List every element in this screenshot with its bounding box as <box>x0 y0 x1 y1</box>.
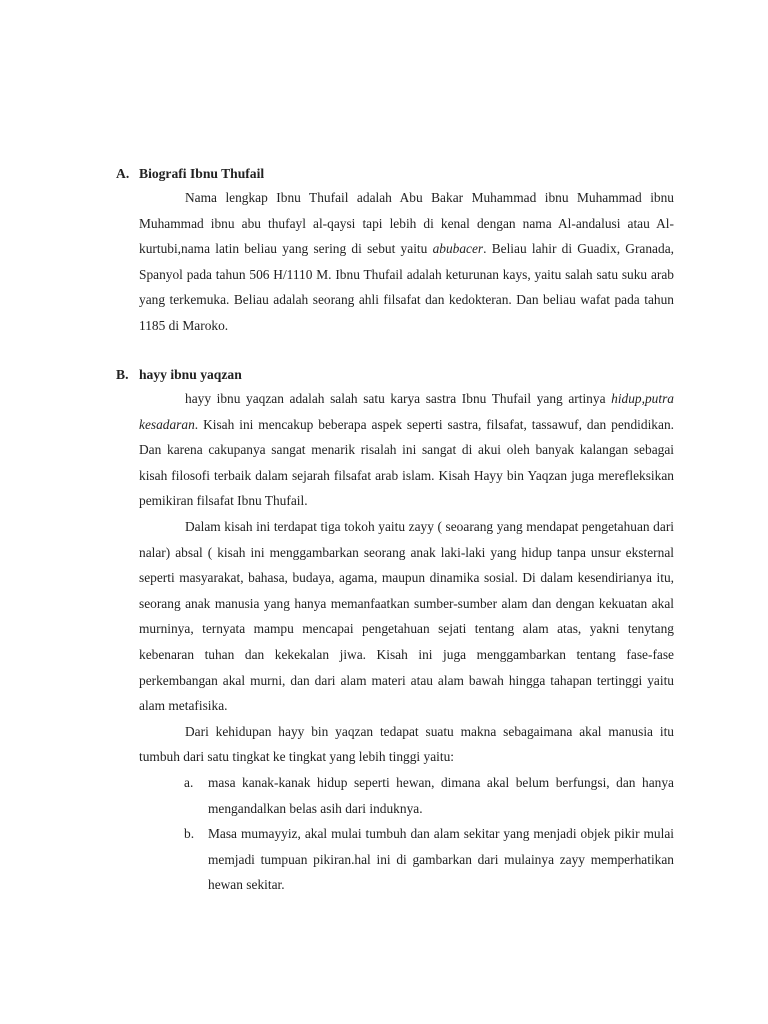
paragraph: Dari kehidupan hayy bin yaqzan tedapat suatu makna sebagaimana akal manusia itu tumbuh dari satu tingkat ke tingkat yang lebih tinggi yaitu: <box>139 723 674 765</box>
stages-list <box>139 770 674 898</box>
section-letter: A. <box>116 166 130 181</box>
paragraph-text: Nama lengkap Ibnu Thufail adalah Abu Bakar Muhammad ibnu Muhammad ibnu Muhammad ibnu abu thufayl al-qaysi tapi lebih di kenal dengan nama Al-andalusi atau Al-kurtubi,nama latin beliau yang sering di sebut yaitu <box>139 190 674 257</box>
paragraph-text: . Beliau lahir di Guadix, Granada, Spanyol pada tahun 506 H/1110 M. Ibnu Thufail adalah keturunan kays, yaitu salah satu suku arab yang terkemuka. Beliau adalah seorang ahli filsafat dan kedokteran. Dan beliau wafat pada tahun 1185 di Maroko. <box>139 241 674 333</box>
section-hayy-ibnu-yaqzan <box>116 364 674 898</box>
paragraph-text: hayy ibnu yaqzan adalah salah satu karya sastra Ibnu Thufail yang artinya <box>185 391 612 406</box>
section-letter: B. <box>116 367 129 382</box>
section-heading <box>116 364 674 386</box>
paragraph: Dalam kisah ini terdapat tiga tokoh yaitu zayy ( seoarang yang mendapat pengetahuan dari nalar) absal ( kisah ini menggambarkan seorang anak laki-laki yang hidup tanpa unsur eksternal seperti masyarakat, bahasa, budaya, agama, maupun dinamika sosial. Di dalam kesendirianya itu, seorang anak manusia yang hanya memanfaatkan sumber-sumber alam dan dengan kekuatan akal murninya, ternyata mampu mencapai pengetahuan sejati tentang alam atas, yakni tenytang kebenaran tuhan dan kekekalan jiwa. Kisah ini juga menggambarkan tentang fase-fase perkembangan akal murni, dan dari alam materi atau alam bawah hingga tahapan tertinggi yaitu alam metafisika. <box>139 518 674 714</box>
list-item-text: Masa mumayyiz, akal mulai tumbuh dan alam sekitar yang menjadi objek pikir mulai memjadi tumpuan pikiran.hal ini di gambarkan dari mulainya zayy memperhatikan hewan sekitar. <box>208 826 674 893</box>
paragraph <box>139 185 674 339</box>
section-title: hayy ibnu yaqzan <box>139 367 242 382</box>
list-marker: a. <box>184 774 194 790</box>
italic-term: abubacer <box>432 241 484 257</box>
list-item <box>184 821 674 898</box>
section-biografi <box>116 163 674 339</box>
list-item-text: masa kanak-kanak hidup seperti hewan, dimana akal belum berfungsi, dan hanya mengandalkan belas asih dari induknya. <box>208 774 674 816</box>
list-marker: b. <box>184 826 195 842</box>
paragraph <box>139 386 674 514</box>
section-heading <box>116 163 674 185</box>
section-title: Biografi Ibnu Thufail <box>139 166 265 181</box>
paragraph-text: . Kisah ini mencakup beberapa aspek seperti sastra, filsafat, tassawuf, dan pendidikan. Dan karena cakupanya sangat menarik risalah ini sangat di akui oleh banyak kalangan sebagai kisah filosofi terbaik dalam sejarah filsafat arab islam. Kisah Hayy bin Yaqzan juga merefleksikan pemikiran filsafat Ibnu Thufail. <box>139 416 674 509</box>
italic-term: hidup,putra kesadaran <box>139 391 674 432</box>
list-item <box>184 770 674 821</box>
